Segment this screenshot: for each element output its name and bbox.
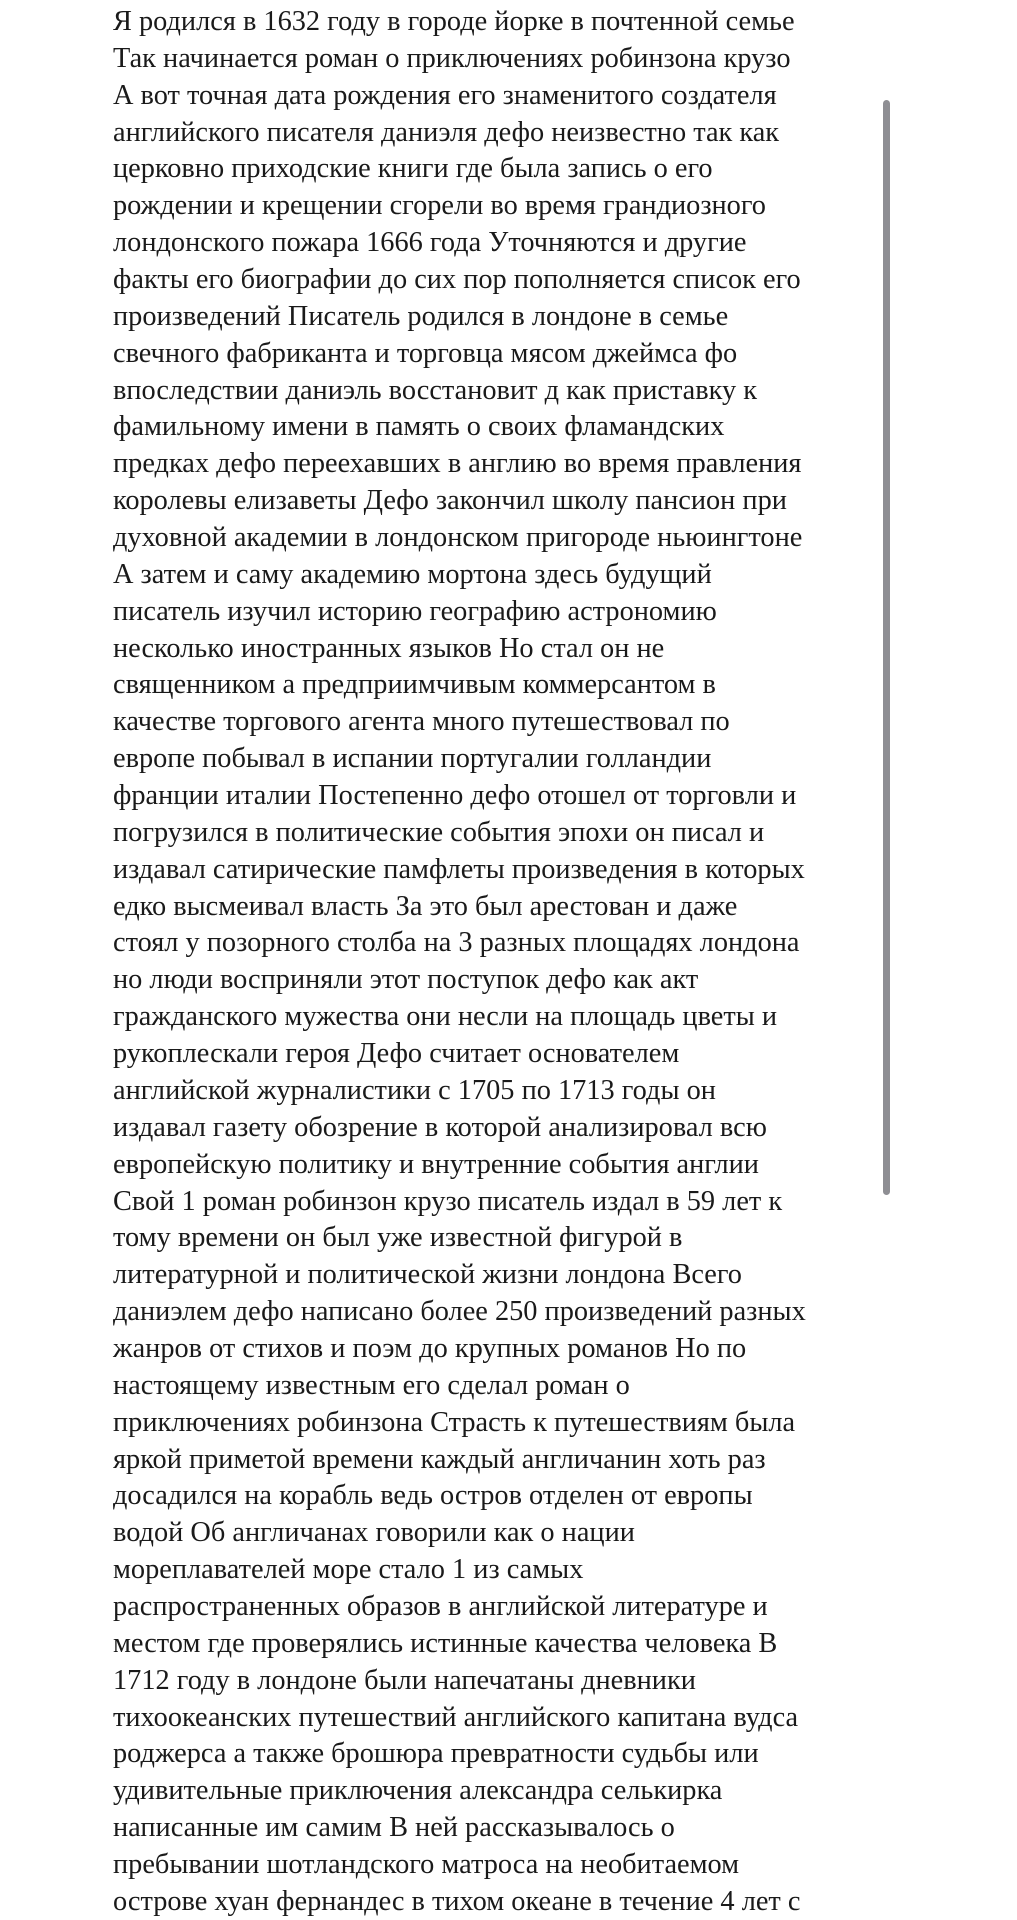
- text-line: стоял у позорного столба на 3 разных площадях лондона: [113, 927, 800, 959]
- text-line: распространенных образов в английской литературе и: [113, 1590, 768, 1622]
- text-line: королевы елизаветы Дефо закончил школу пансион при: [113, 485, 787, 517]
- text-line: факты его биографии до сих пор пополняется список его: [113, 264, 801, 296]
- text-line: А вот точная дата рождения его знаменитого создателя: [113, 79, 777, 111]
- text-line: издавал сатирические памфлеты произведения в которых: [113, 853, 805, 885]
- text-line: мореплавателей море стало 1 из самых: [113, 1554, 584, 1586]
- document-body: [113, 4, 1017, 1920]
- text-line: настоящему известным его сделал роман о: [113, 1369, 630, 1401]
- text-line: рукоплескали героя Дефо считает основателем: [113, 1038, 680, 1070]
- text-line: фамильному имени в память о своих фламандских: [113, 411, 725, 443]
- text-line: европе побывал в испании португалии голландии: [113, 743, 712, 775]
- text-line: Свой 1 роман робинзон крузо писатель издал в 59 лет к: [113, 1185, 783, 1217]
- text-line: гражданского мужества они несли на площадь цветы и: [113, 1001, 778, 1033]
- text-line: пребывании шотландского матроса на необитаемом: [113, 1848, 740, 1880]
- text-line: европейскую политику и внутренние события англии: [113, 1148, 759, 1180]
- text-line: духовной академии в лондонском пригороде ньюингтоне: [113, 522, 803, 554]
- text-line: английской журналистики с 1705 по 1713 годы он: [113, 1074, 716, 1106]
- text-line: местом где проверялись истинные качества человека В: [113, 1627, 778, 1659]
- text-line: но люди восприняли этот поступок дефо как акт: [113, 964, 699, 996]
- text-line: едко высмеивал власть За это был арестован и даже: [113, 890, 738, 922]
- text-line: погрузился в политические события эпохи он писал и: [113, 816, 765, 848]
- text-line: предках дефо переехавших в англию во время правления: [113, 448, 802, 480]
- text-line: свечного фабриканта и торговца мясом джеймса фо: [113, 337, 738, 369]
- text-line: священником а предприимчивым коммерсантом в: [113, 669, 716, 701]
- text-line: литературной и политической жизни лондона Всего: [113, 1259, 742, 1291]
- text-line: Так начинается роман о приключениях робинзона крузо: [113, 42, 791, 74]
- text-line: несколько иностранных языков Но стал он не: [113, 632, 665, 664]
- text-line: качестве торгового агента много путешествовал по: [113, 706, 730, 738]
- text-line: роджерса а также брошюра превратности судьбы или: [113, 1738, 759, 1770]
- text-line: даниэлем дефо написано более 250 произведений разных: [113, 1296, 806, 1328]
- text-line: жанров от стихов и поэм до крупных романов Но по: [113, 1332, 747, 1364]
- vertical-scrollbar[interactable]: [883, 100, 891, 1195]
- text-line: церковно приходские книги где была запись о его: [113, 153, 713, 185]
- text-line: английского писателя даниэля дефо неизвестно так как: [113, 116, 780, 148]
- text-line: водой Об англичанах говорили как о нации: [113, 1517, 635, 1549]
- text-line: писатель изучил историю географию астрономию: [113, 595, 717, 627]
- scrollbar-thumb[interactable]: [883, 100, 890, 1195]
- text-line: написанные им самим В ней рассказывалось о: [113, 1812, 675, 1844]
- text-line: издавал газету обозрение в которой анализировал всю: [113, 1111, 767, 1143]
- text-line: впоследствии даниэль восстановит д как приставку к: [113, 374, 758, 406]
- text-line: рождении и крещении сгорели во время грандиозного: [113, 190, 766, 222]
- text-line: Я родился в 1632 году в городе йорке в почтенной семье: [113, 6, 795, 37]
- text-line: произведений Писатель родился в лондоне в семье: [113, 300, 729, 332]
- text-line: тихоокеанских путешествий английского капитана вудса: [113, 1701, 799, 1733]
- text-line: приключениях робинзона Страсть к путешествиям была: [113, 1406, 796, 1438]
- text-line: А затем и саму академию мортона здесь будущий: [113, 558, 712, 590]
- text-line: тому времени он был уже известной фигурой в: [113, 1222, 683, 1254]
- text-line: досадился на корабль ведь остров отделен от европы: [113, 1480, 753, 1512]
- text-line: 1712 году в лондоне были напечатаны дневники: [113, 1664, 696, 1696]
- text-line: яркой приметой времени каждый англичанин хоть раз: [113, 1443, 766, 1475]
- text-line: удивительные приключения александра селькирка: [113, 1775, 723, 1807]
- text-line: лондонского пожара 1666 года Уточняются и другие: [113, 227, 747, 259]
- text-line: франции италии Постепенно дефо отошел от торговли и: [113, 780, 797, 812]
- text-line: острове хуан фернандес в тихом океане в течение 4 лет с: [113, 1885, 801, 1917]
